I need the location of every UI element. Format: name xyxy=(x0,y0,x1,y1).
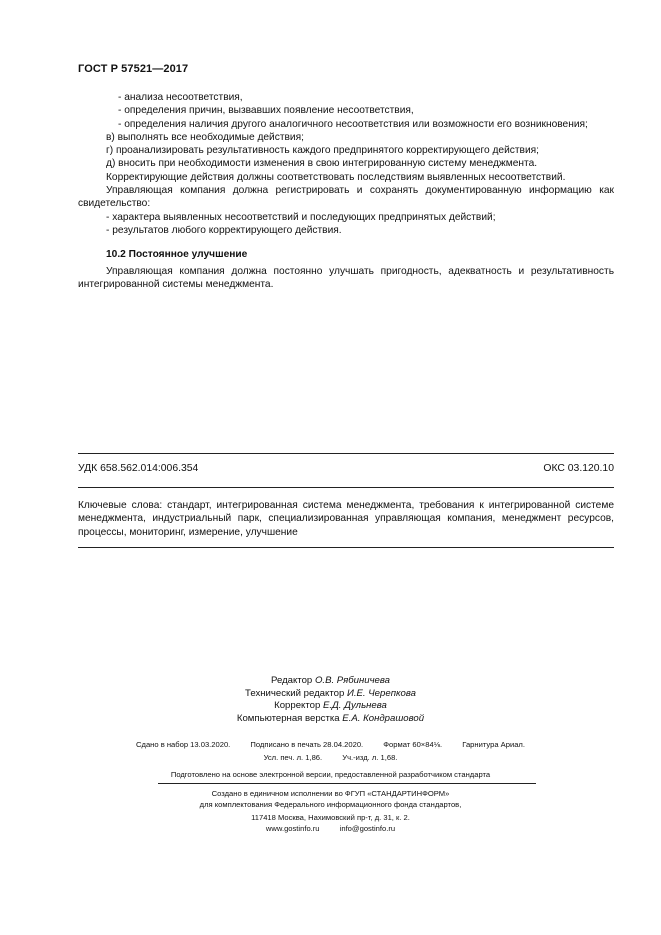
paragraph: Управляющая компания должна постоянно улучшать пригодность, адекватность и результативность интегрированной системы менеджмента. xyxy=(78,265,614,290)
address: 117418 Москва, Нахимовский пр-т, д. 31, к. 2. xyxy=(251,813,410,822)
divider xyxy=(158,783,536,784)
created-note: Создано в единичном исполнении во ФГУП «СТАНДАРТИНФОРМ» xyxy=(211,789,450,798)
body-text xyxy=(78,91,614,291)
list-item: - определения причин, вызвавших появление несоответствия, xyxy=(118,105,414,117)
contacts xyxy=(0,824,661,833)
tech-editor-line: Технический редактор И.Е. Черепкова xyxy=(245,687,416,699)
print-info: Сдано в набор 13.03.2020. Подписано в печать 28.04.2020. Формат 60×84⅛. Гарнитура Ариал. xyxy=(136,740,525,749)
divider xyxy=(78,547,614,548)
paragraph: в) выполнять все необходимые действия; xyxy=(106,131,304,143)
credits xyxy=(0,675,661,725)
paragraph: Корректирующие действия должны соответствовать последствиям выявленных несоответствий. xyxy=(106,171,566,183)
keywords: Ключевые слова: стандарт, интегрированная система менеджмента, требования к интегрированной системе менеджмента, индустриальный парк, специализированная управляющая компания, менеджмент ресурсов, процессы, мониторинг, измерение, улучшение xyxy=(78,500,614,538)
email-link[interactable]: info@gostinfo.ru xyxy=(339,824,396,833)
list-item: - анализа несоответствия, xyxy=(118,92,243,103)
list-item: - результатов любого корректирующего действия. xyxy=(106,224,342,236)
layout-line: Компьютерная верстка Е.А. Кондрашовой xyxy=(236,712,425,724)
sheets-info: Усл. печ. л. 1,86. Уч.-изд. л. 1,68. xyxy=(263,753,398,762)
oks-code: ОКС 03.120.10 xyxy=(543,463,614,474)
list-item: - характера выявленных несоответствий и последующих предпринятых действий; xyxy=(106,211,496,223)
paragraph: г) проанализировать результативность каждого предпринятого корректирующего действия; xyxy=(106,145,539,157)
prepared-note: Подготовлено на основе электронной версии, предоставленной разработчиком стандарта xyxy=(170,770,491,779)
corrector-line: Корректор Е.Д. Дульнева xyxy=(274,700,387,712)
udk-code: УДК 658.562.014:006.354 xyxy=(78,463,199,474)
list-item: - определения наличия другого аналогичного несоответствия или возможности его возникновения; xyxy=(118,118,588,130)
paragraph: д) вносить при необходимости изменения в свою интегрированную систему менеджмента. xyxy=(106,158,538,170)
section-title: 10.2 Постоянное улучшение xyxy=(106,249,248,261)
divider xyxy=(78,487,614,488)
website-link[interactable]: www.gostinfo.ru xyxy=(265,824,320,833)
divider xyxy=(78,453,614,454)
fund-note: для комплектования Федерального информационного фонда стандартов, xyxy=(199,800,462,809)
document-header: ГОСТ Р 57521—2017 xyxy=(78,63,189,75)
paragraph: Управляющая компания должна регистрировать и сохранять документированную информацию как свидетельство: xyxy=(78,185,614,210)
editor-line: Редактор О.В. Рябиничева xyxy=(270,675,391,686)
